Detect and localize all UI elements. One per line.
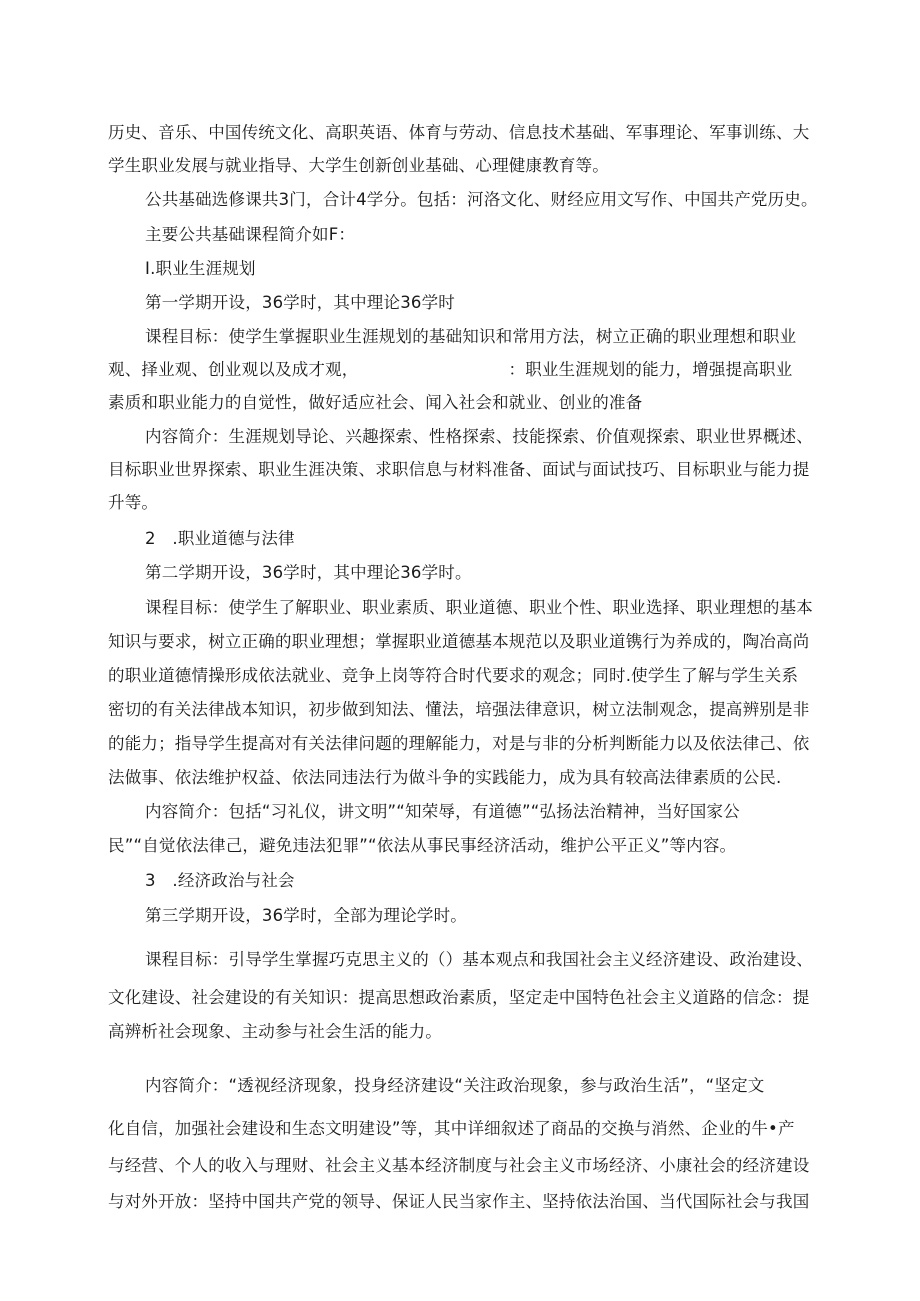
text-line: 升等。 [108,493,159,512]
text-line: 知识与要求，树立正确的职业理想；掌握职业道德基本规范以及职业道镌行为养成的，陶冶高尚 [108,632,810,651]
text-line: 公共基础选修课共3门，合计4学分。包括：河洛文化、财经应用文写作、中国共产党历史。 [145,190,818,209]
text-line: 第二学期开设，36学时，其中理论36学时。 [145,563,472,582]
text-line: 素质和职业能力的自觉性，做好适应社会、闻入社会和就业、创业的准备 [108,393,643,412]
text-line [108,359,792,381]
text-line: 内容简介：“透视经济现象，投身经济建设“关注政治现象，参与政治生活”，“坚定文 [145,1076,765,1095]
text-line: 化自信，加强社会建设和生态文明建设”等，其中详细叙述了商品的交换与消然、企业的牛•产 [108,1119,795,1138]
text-line: 主要公共基础课程简介如F： [145,225,356,244]
text-line: 课程目标：使学生了解职业、职业素质、职业道德、职业个性、职业选择、职业理想的基本 [145,598,813,617]
text-line: 学生职业发展与就业指导、大学生创新创业基础、心理健康教育等。 [108,156,609,175]
text-line: 课程目标：引导学生掌握巧克思主义的（）基本观点和我国社会主义经济建设、政治建设、 [145,950,813,969]
section-heading: I.职业生涯规划 [145,259,256,278]
text-line: 法做事、依法维护权益、依法同违法行为做斗争的实践能力，成为具有较高法律素质的公民. [108,768,782,787]
text-line: 第三学期开设，36学时，全部为理论学时。 [145,906,467,925]
text-line: 与经营、个人的收入与理财、社会主义基本经济制度与社会主义市场经济、小康社会的经济建设 [108,1156,810,1175]
text-line: 文化建设、社会建设的有关知识：提高思想政治素质，坚定走中国特色社会主义道路的信念：提 [108,988,810,1007]
text-line: 内容简介：生涯规划导论、兴趣探索、性格探索、技能探索、价值观探索、职业世界概述、 [145,427,813,446]
text-line: 目标职业世界探索、职业生涯决策、求职信息与材料准备、面试与面试技巧、目标职业与能力提 [108,460,810,479]
text-segment: 观、择业观、创业观以及成才观， [108,360,359,379]
text-line: 民”“自觉依法律己，避免违法犯罪”“依法从事民事经济活动，维护公平正义”等内容。 [108,836,737,855]
text-segment: ：职业生涯规划的能力，增强提高职业 [508,360,793,379]
text-line: 历史、音乐、中国传统文化、高职英语、体育与劳动、信息技术基础、军事理论、军事训练、大 [108,123,810,142]
text-line: 与对外开放：坚持中国共产党的领导、保证人民当家作主、坚持依法治国、当代国际社会与我国 [108,1192,810,1211]
text-line: 课程目标：使学生掌握职业生涯规划的基础知识和常用方法，树立正确的职业理想和职业 [145,327,797,346]
text-line: 高辨析社会现象、主动参与社会生活的能力。 [108,1022,442,1041]
text-line: 密切的有关法律战本知识，初步做到知法、懂法，培强法律意识，树立法制观念，提高辨别是非 [108,700,810,719]
text-line: 的职业道德情操形成依法就业、竞争上岗等符合时代要求的观念；同时.使学生了解与学生关系 [108,666,799,685]
section-heading: 3 .经济政治与社会 [145,871,295,890]
text-line: 内容简介：包括“习礼仪，讲文明”“知荣辱，有道德”“弘扬法治精神，当好国家公 [145,802,740,821]
text-line: 的能力；指导学生提高对有关法律问题的理解能力，对是与非的分析判断能力以及依法律己、依 [108,734,810,753]
text-line: 第一学期开设，36学时，其中理论36学时 [145,293,455,312]
section-heading: 2 .职业道德与法律 [145,529,295,548]
